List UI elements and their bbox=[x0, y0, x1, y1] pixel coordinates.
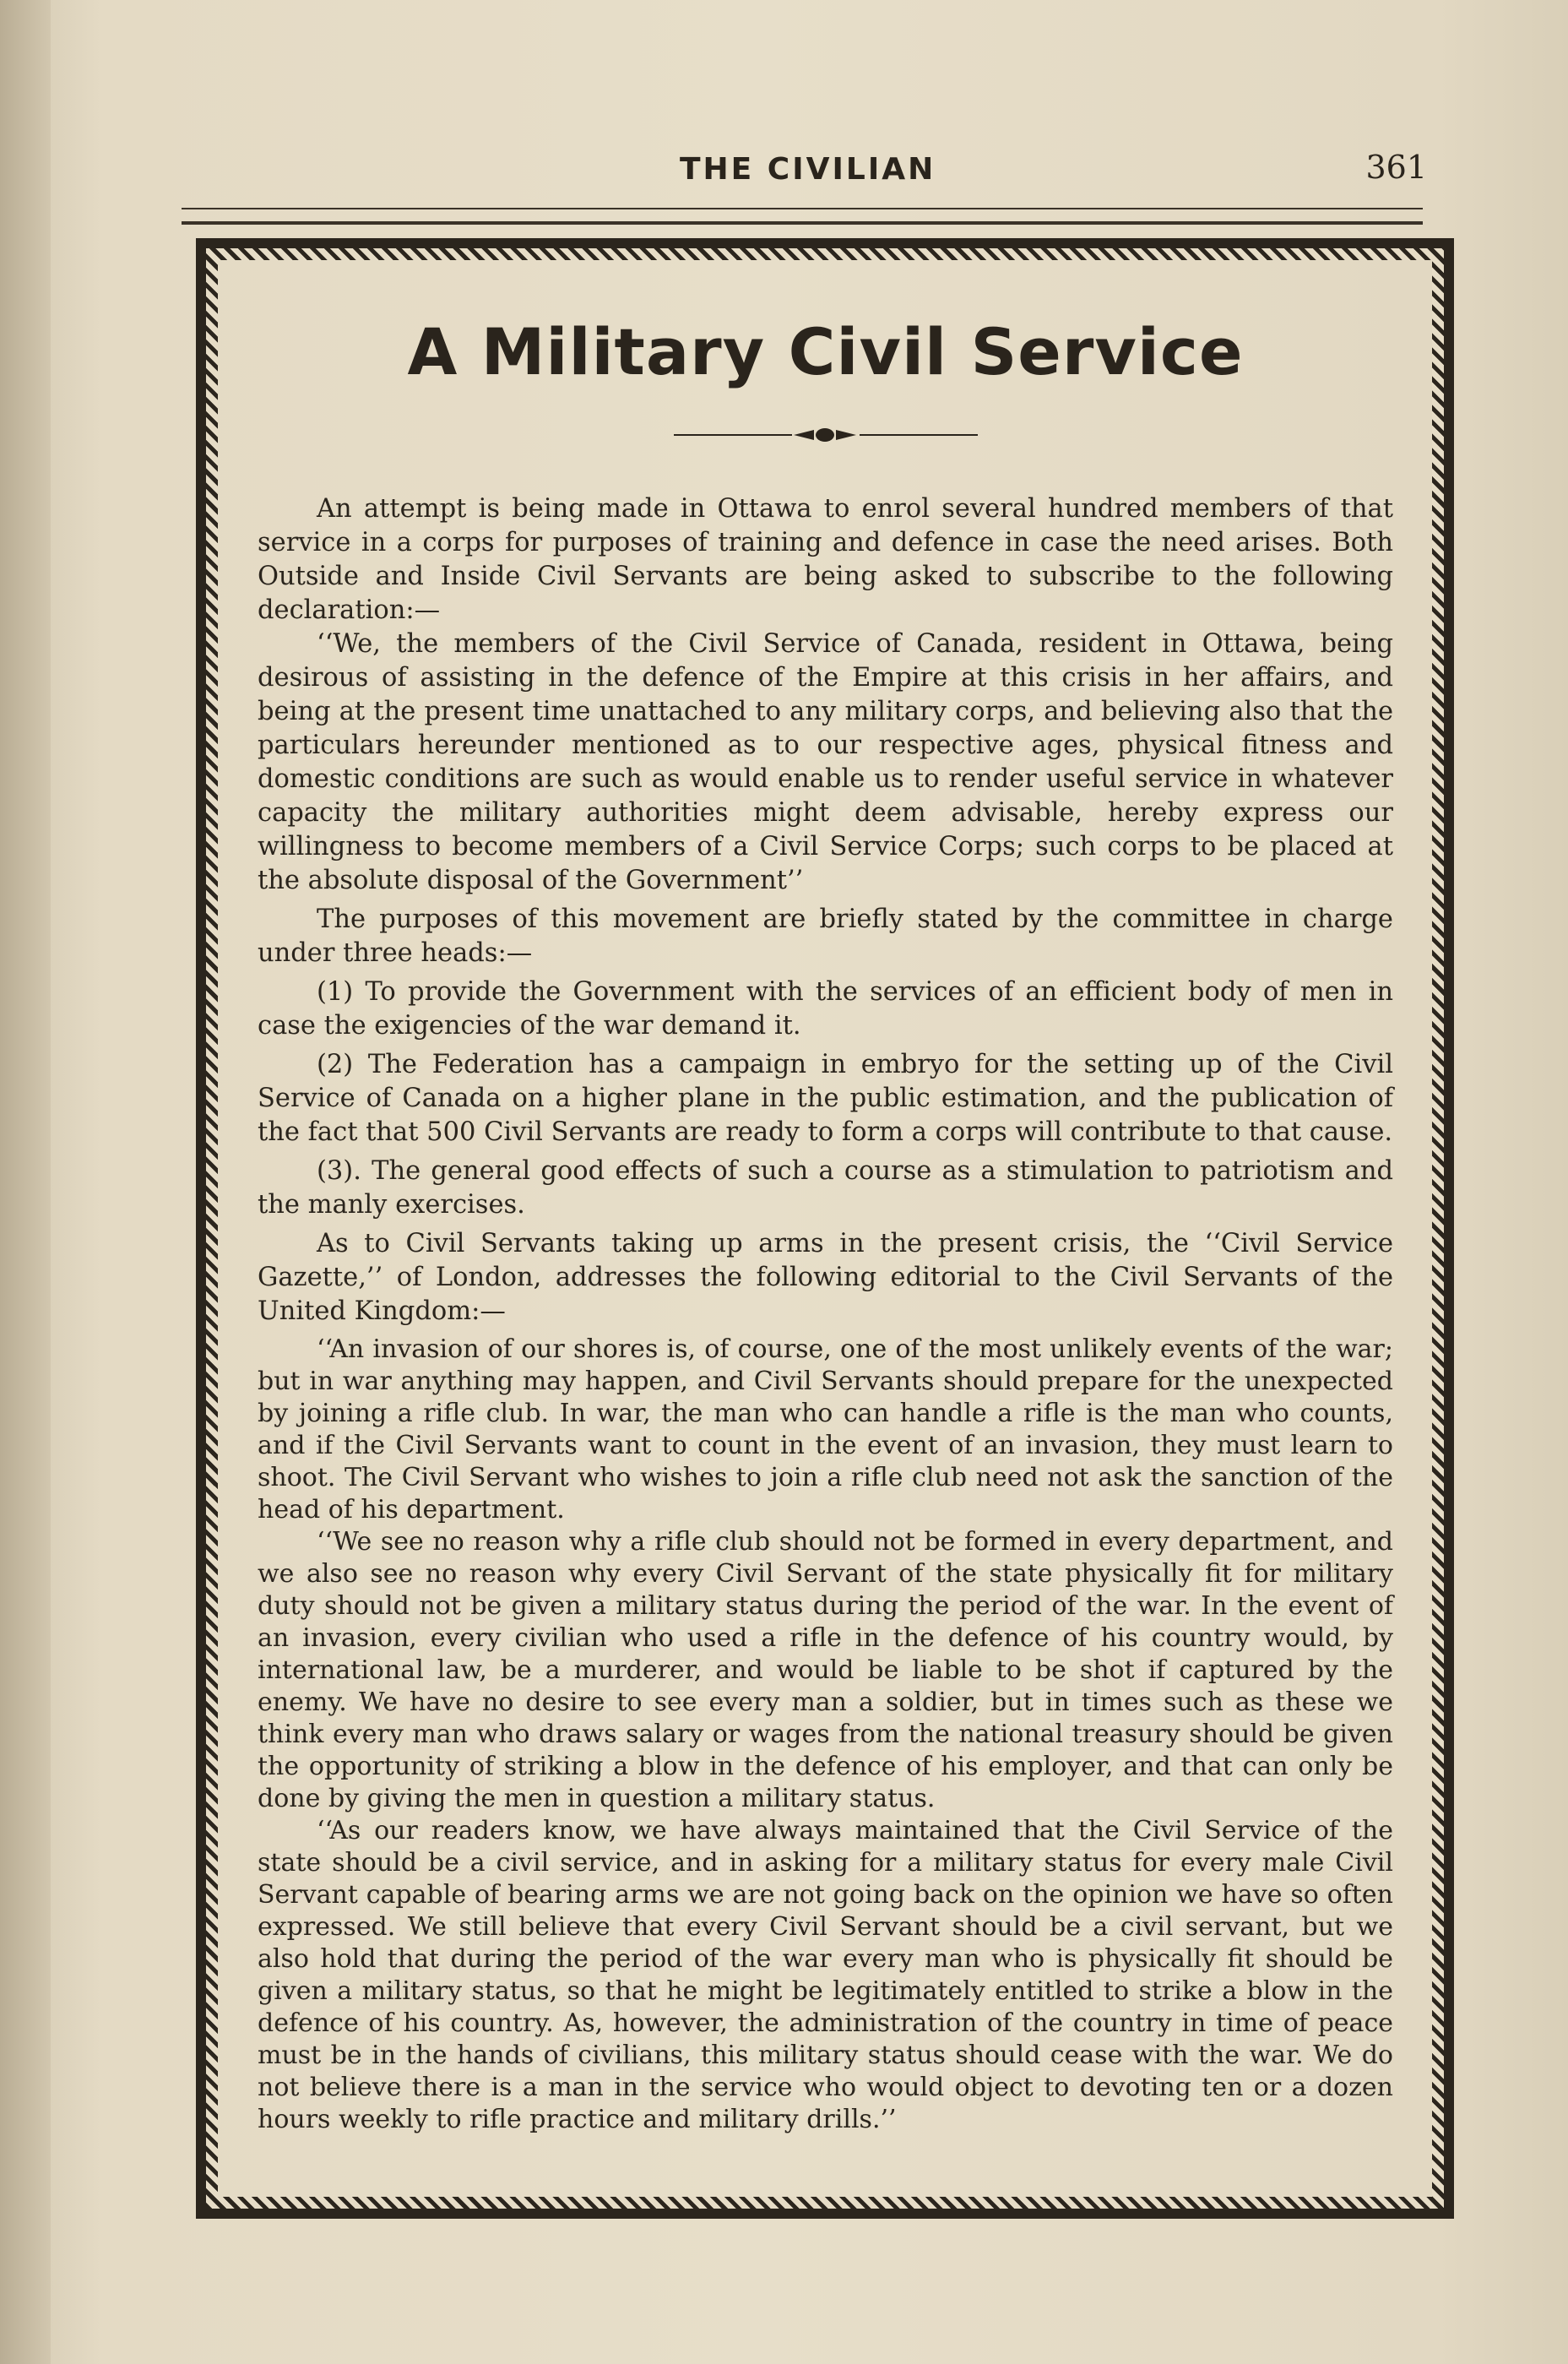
paragraph: ‘‘We see no reason why a rifle club should not be formed in every department, and we also see no reason why every Civil Servant of the state physically fit for military duty should not be given a military status during the period of the war. In the event of an invasion, every civilian who used a rifle in the defence of his country would, by international law, be a murderer, and would be liable to be shot if captured by the enemy. We have no desire to see every man a soldier, but in times such as these we think every man who draws salary or wages from the national treasury should be given the opportunity of striking a blow in the defence of his employer, and that can only be done by giving the men in question a military status. bbox=[258, 1527, 1393, 1813]
paragraph: ‘‘An invasion of our shores is, of course, one of the most unlikely events of the war; but in war anything may happen, and Civil Servants should prepare for the unexpected by joining a rifle club. In war, the man who can handle a rifle is the man who counts, and if the Civil Servants want to count in the event of an invasion, they must learn to shoot. The Civil Servant who wishes to join a rifle club need not ask the sanction of the head of his department. bbox=[258, 1334, 1393, 1524]
publication-title: THE CIVILIAN bbox=[680, 152, 936, 187]
article-title: A Military Civil Service bbox=[407, 314, 1244, 389]
page-number: 361 bbox=[1365, 149, 1427, 186]
article bbox=[258, 304, 1393, 2136]
paragraph: As to Civil Servants taking up arms in the present crisis, the ‘‘Civil Service Gazette,’’ of London, addresses the following editorial to the Civil Servants of the United Kingdom:— bbox=[258, 1229, 1393, 1326]
paragraph: ‘‘We, the members of the Civil Service of Canada, resident in Ottawa, being desirous of assisting in the defence of the Empire at this crisis in her affairs, and being at the present time unattached to any military corps, and believing also that the particulars hereunder mentioned as to our respective ages, physical fitness and domestic conditions are such as would enable us to render useful service in whatever capacity the military authorities might deem advisable, hereby express our willingness to become members of a Civil Service Corps; such corps to be placed at the absolute disposal of the Government’’ bbox=[258, 629, 1393, 895]
paragraph: (3). The general good effects of such a course as a stimulation to patriotism and the manly exercises. bbox=[258, 1156, 1393, 1220]
binding-gutter bbox=[0, 0, 51, 2364]
paragraph: The purposes of this movement are briefly stated by the committee in charge under three heads:— bbox=[258, 905, 1393, 968]
header-rule-thick bbox=[182, 221, 1423, 225]
paragraph: ‘‘As our readers know, we have always maintained that the Civil Service of the state should be a civil service, and in asking for a military status for every male Civil Servant capable of bearing arms we are not going back on the opinion we have so often expressed. We still believe that every Civil Servant should be a civil servant, but we also hold that during the period of the war every man who is physically fit should be given a military status, so that he might be legitimately entitled to strike a blow in the defence of his country. As, however, the administration of the country in time of peace must be in the hands of civilians, this military status should cease with the war. We do not believe there is a man in the service who would object to devoting ten or a dozen hours weekly to rifle practice and military drills.’’ bbox=[258, 1816, 1393, 2134]
article-body bbox=[258, 492, 1393, 2136]
paragraph: An attempt is being made in Ottawa to enrol several hundred members of that service in a corps for purposes of training and defence in case the need arises. Both Outside and Inside Civil Servants are being asked to subscribe to the following declaration:— bbox=[258, 494, 1393, 625]
paragraph: (1) To provide the Government with the services of an efficient body of men in case the exigencies of the war demand it. bbox=[258, 977, 1393, 1041]
header-rule-thin bbox=[182, 208, 1423, 209]
ornament-divider-icon bbox=[674, 427, 978, 443]
paragraph: (2) The Federation has a campaign in embryo for the setting up of the Civil Service of Canada on a higher plane in the public estimation, and the publication of the fact that 500 Civil Servants are ready to form a corps will contribute to that cause. bbox=[258, 1050, 1393, 1147]
running-head bbox=[186, 149, 1427, 203]
